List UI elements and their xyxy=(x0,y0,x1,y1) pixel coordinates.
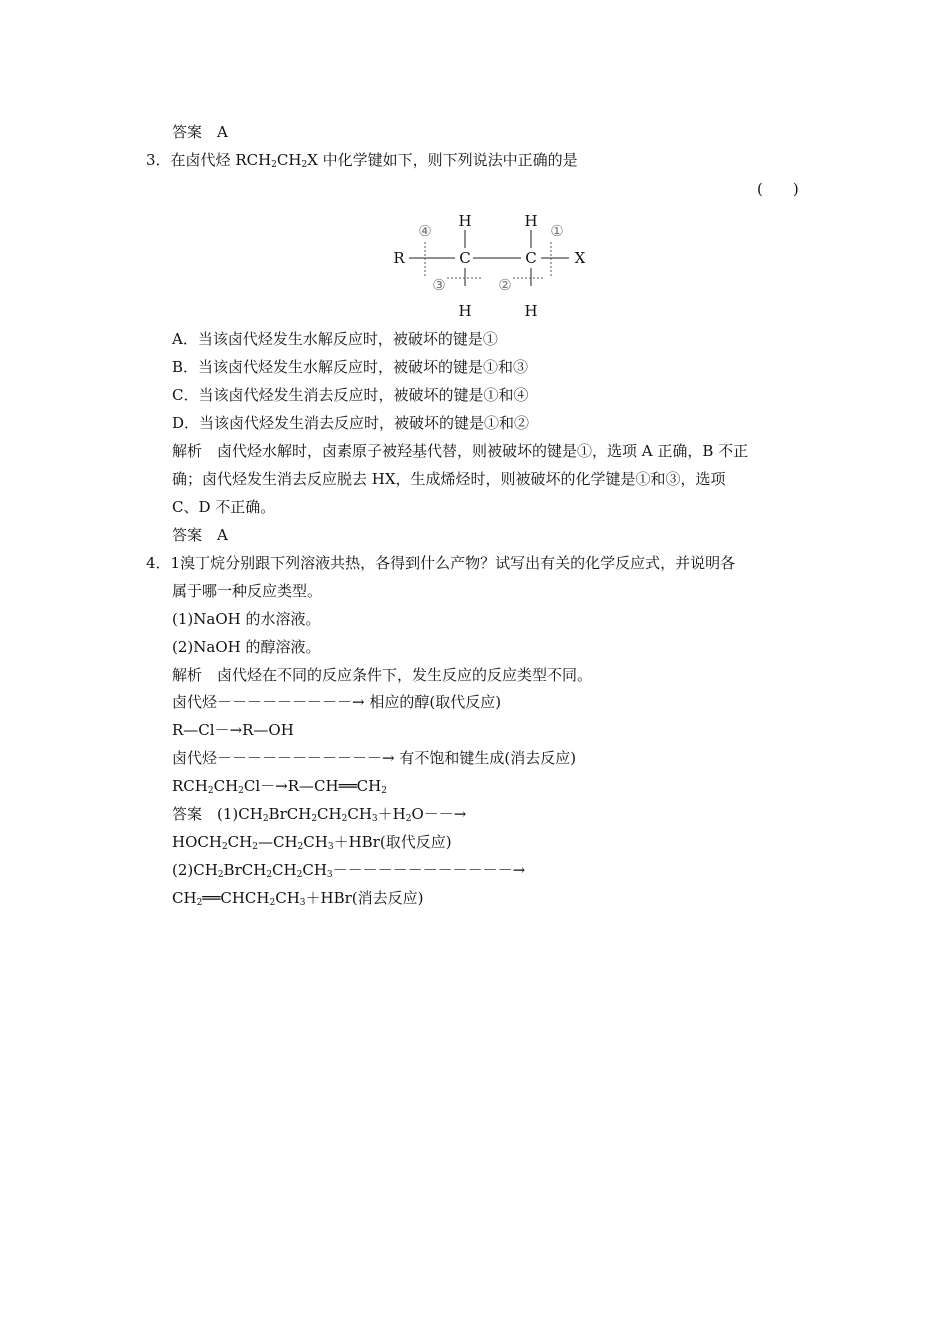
formula-part: ＋H xyxy=(377,805,406,823)
subscript: 2 xyxy=(266,870,273,880)
bond-mark-2: ② xyxy=(498,276,512,294)
answer-parentheses: ( ) xyxy=(757,180,799,198)
answer-equation-2b xyxy=(172,888,424,913)
subscript: 3 xyxy=(299,898,306,908)
bond-mark-3: ③ xyxy=(432,276,446,294)
formula-part: CH xyxy=(275,889,300,907)
formula-part: —CH xyxy=(257,833,298,851)
atom-h-bottom-2: H xyxy=(524,302,538,320)
stem-text: 1溴丁烷分别跟下列溶液共热，各得到什么产物？试写出有关的化学反应式，并说明各 xyxy=(170,554,736,572)
stem-text: CH xyxy=(276,151,302,169)
formula-part: －－－－－－－－－－－－→ xyxy=(332,861,526,879)
subscript: 3 xyxy=(327,842,334,852)
atom-c1: C xyxy=(459,249,471,267)
equation-2 xyxy=(172,776,387,801)
option-c: C．当该卤代烃发生消去反应时，被破坏的键是①和④ xyxy=(172,386,529,404)
option-b: B．当该卤代烃发生水解反应时，被破坏的键是①和③ xyxy=(172,358,529,376)
atom-h-bottom-1: H xyxy=(458,302,472,320)
reaction-scheme-1: 卤代烃－－－－－－－－－→ 相应的醇(取代反应) xyxy=(172,693,502,711)
subscript: 2 xyxy=(207,786,214,796)
subscript: 2 xyxy=(311,814,318,824)
subscript: 2 xyxy=(196,898,203,908)
subscript: 2 xyxy=(381,786,387,796)
formula-part: (2)CH xyxy=(172,861,218,879)
formula-part: CH xyxy=(227,833,253,851)
bond-mark-1: ① xyxy=(550,222,564,240)
sub-question-1: (1)NaOH 的水溶液。 xyxy=(172,610,321,628)
formula-part: CH xyxy=(317,805,342,823)
answer-equation-1a xyxy=(172,804,466,829)
sub-question-2: (2)NaOH 的醇溶液。 xyxy=(172,638,321,656)
analysis-line: 解析 卤代烃水解时，卤素原子被羟基代替，则被破坏的键是①，选项 A 正确，B 不正 xyxy=(172,442,749,460)
analysis-line: 确；卤代烃发生消去反应脱去 HX，生成烯烃时，则被破坏的化学键是①和③，选项 xyxy=(172,470,726,488)
stem-text: 在卤代烃 RCH xyxy=(170,151,272,169)
answer-equation-1b xyxy=(172,832,452,857)
formula-part: CH xyxy=(213,777,239,795)
atom-c2: C xyxy=(525,249,537,267)
reaction-scheme-2: 卤代烃－－－－－－－－－－－→ 有不饱和键生成(消去反应) xyxy=(172,749,577,767)
atom-h-top-1: H xyxy=(458,212,472,230)
formula-part: CH xyxy=(347,805,372,823)
formula-part: 答案 (1)CH xyxy=(172,805,263,823)
subscript: 2 xyxy=(221,842,228,852)
formula-part: ＋HBr(取代反应) xyxy=(333,833,452,851)
atom-h-top-2: H xyxy=(524,212,538,230)
formula-part: CH xyxy=(172,889,197,907)
formula-part: RCH xyxy=(172,777,208,795)
subscript: 2 xyxy=(217,870,224,880)
formula-part: HOCH xyxy=(172,833,222,851)
answer-equation-2a xyxy=(172,860,525,885)
subscript: 2 xyxy=(269,898,276,908)
formula-part: CH xyxy=(272,861,297,879)
bond-mark-4: ④ xyxy=(418,222,432,240)
formula-part: CH xyxy=(302,861,327,879)
equation-1: R—Cl－→R—OH xyxy=(172,721,294,739)
question-4-stem xyxy=(146,553,735,573)
atom-x: X xyxy=(574,249,586,267)
subscript: 2 xyxy=(297,842,304,852)
formula-part: CH xyxy=(303,833,328,851)
option-d: D．当该卤代烃发生消去反应时，被破坏的键是①和② xyxy=(172,414,530,432)
subscript: 3 xyxy=(326,870,333,880)
subscript: 2 xyxy=(271,160,277,170)
formula-part: ══CHCH xyxy=(202,889,270,907)
question-number: 3． xyxy=(146,151,171,169)
stem-text: X 中化学键如下，则下列说法中正确的是 xyxy=(307,151,578,169)
question-4-stem-cont: 属于哪一种反应类型。 xyxy=(172,582,323,600)
answer-line: 答案 A xyxy=(172,526,228,544)
subscript: 2 xyxy=(341,814,348,824)
formula-part: Cl－→R—CH══CH xyxy=(243,777,382,795)
formula-part: O－－→ xyxy=(411,805,467,823)
subscript: 2 xyxy=(262,814,269,824)
subscript: 3 xyxy=(371,814,378,824)
option-a: A．当该卤代烃发生水解反应时，被破坏的键是① xyxy=(172,330,498,348)
atom-r: R xyxy=(393,249,405,267)
question-number: 4． xyxy=(146,554,171,572)
subscript: 2 xyxy=(252,842,258,852)
subscript: 2 xyxy=(238,786,244,796)
subscript: 2 xyxy=(301,160,308,170)
analysis-line: C、D 不正确。 xyxy=(172,498,276,516)
previous-answer: 答案 A xyxy=(172,123,228,141)
bond-structure-diagram xyxy=(385,208,595,320)
formula-part: ＋HBr(消去反应) xyxy=(305,889,424,907)
subscript: 2 xyxy=(296,870,303,880)
formula-part: BrCH xyxy=(223,861,267,879)
formula-part: BrCH xyxy=(268,805,312,823)
analysis-line: 解析 卤代烃在不同的反应条件下，发生反应的反应类型不同。 xyxy=(172,666,593,684)
subscript: 2 xyxy=(405,814,412,824)
question-3-stem xyxy=(146,150,578,175)
